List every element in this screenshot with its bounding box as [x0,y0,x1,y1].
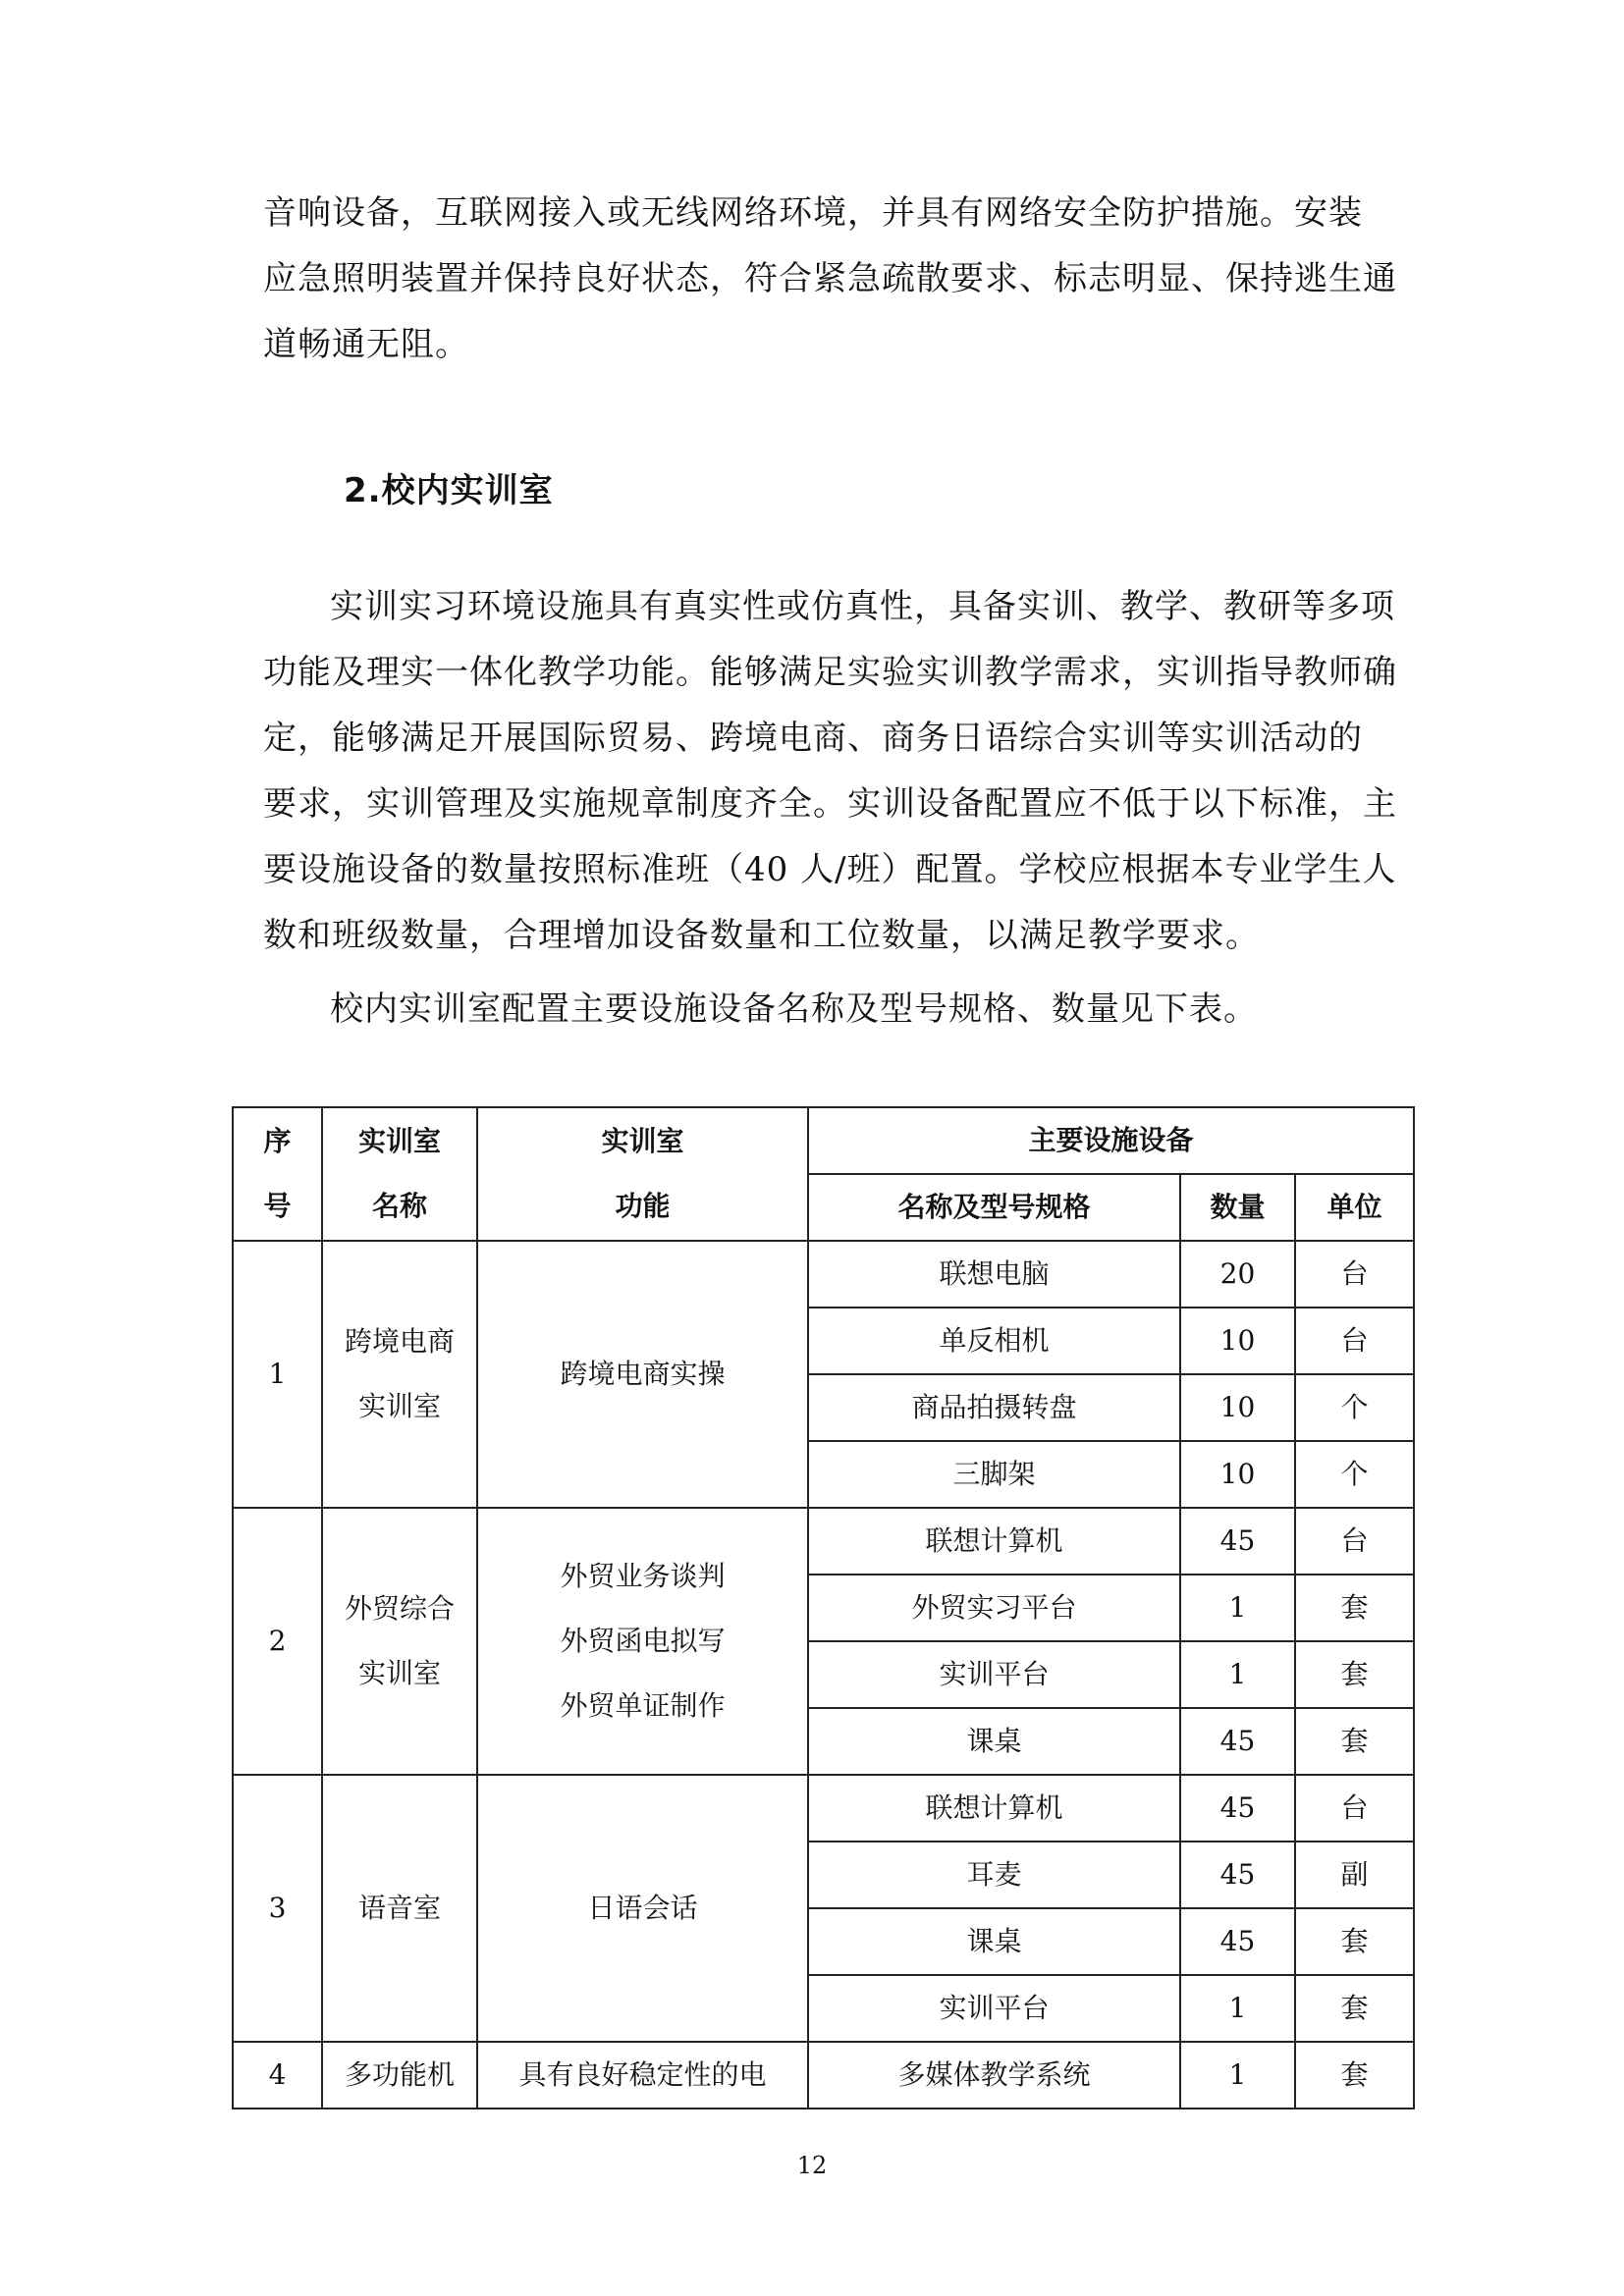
cell-quantity: 45 [1180,1508,1295,1575]
cell-room-function: 跨境电商实操 [477,1241,808,1508]
cell-unit: 台 [1295,1508,1414,1575]
cell-quantity: 1 [1180,1641,1295,1708]
equipment-table [232,1106,1415,2109]
text-line: 定，能够满足开展国际贸易、跨境电商、商务日语综合实训等实训活动的 [263,719,1363,758]
text-line: 要求，实训管理及实施规章制度齐全。实训设备配置应不低于以下标准，主 [263,784,1397,824]
text-line: 校内实训室配置主要设施设备名称及型号规格、数量见下表。 [330,989,1258,1029]
cell-unit: 台 [1295,1308,1414,1374]
text-line: 实训实习环境设施具有真实性或仿真性，具备实训、教学、教研等多项 [330,587,1395,626]
cell-equip-name: 课桌 [808,1708,1180,1775]
header-unit: 单位 [1295,1174,1414,1241]
header-room-name: 实训室 名称 [322,1107,477,1241]
cell-unit: 套 [1295,1908,1414,1975]
cell-quantity: 45 [1180,1708,1295,1775]
cell-quantity: 1 [1180,1975,1295,2042]
cell-seq: 2 [233,1508,322,1775]
text-line: 功能及理实一体化教学功能。能够满足实验实训教学需求，实训指导教师确 [263,653,1397,692]
cell-unit: 套 [1295,1641,1414,1708]
header-quantity: 数量 [1180,1174,1295,1241]
cell-room-name: 外贸综合 实训室 [322,1508,477,1775]
cell-equip-name: 实训平台 [808,1641,1180,1708]
cell-unit: 套 [1295,1975,1414,2042]
cell-quantity: 1 [1180,2042,1295,2109]
cell-equip-name: 商品拍摄转盘 [808,1374,1180,1441]
table-row [233,1241,1414,1308]
cell-equip-name: 耳麦 [808,1842,1180,1908]
cell-quantity: 20 [1180,1241,1295,1308]
cell-quantity: 10 [1180,1374,1295,1441]
cell-equip-name: 实训平台 [808,1975,1180,2042]
cell-unit: 台 [1295,1241,1414,1308]
section-heading: 2.校内实训室 [344,471,554,510]
cell-equip-name: 课桌 [808,1908,1180,1975]
cell-room-function: 外贸业务谈判 外贸函电拟写 外贸单证制作 [477,1508,808,1775]
cell-quantity: 10 [1180,1308,1295,1374]
cell-room-function: 日语会话 [477,1775,808,2042]
cell-room-name: 跨境电商 实训室 [322,1241,477,1508]
cell-unit: 个 [1295,1441,1414,1508]
cell-equip-name: 联想计算机 [808,1775,1180,1842]
cell-equip-name: 多媒体教学系统 [808,2042,1180,2109]
text-line: 要设施设备的数量按照标准班（40 人/班）配置。学校应根据本专业学生人 [263,850,1397,889]
cell-quantity: 10 [1180,1441,1295,1508]
cell-equip-name: 联想电脑 [808,1241,1180,1308]
header-equip-name: 名称及型号规格 [808,1174,1180,1241]
cell-unit: 套 [1295,1708,1414,1775]
cell-room-function: 具有良好稳定性的电 [477,2042,808,2109]
cell-unit: 副 [1295,1842,1414,1908]
header-room-function: 实训室 功能 [477,1107,808,1241]
cell-quantity: 1 [1180,1575,1295,1641]
table-intro [263,977,1363,1042]
cell-quantity: 45 [1180,1842,1295,1908]
cell-seq: 4 [233,2042,322,2109]
cell-equip-name: 外贸实习平台 [808,1575,1180,1641]
table-row [233,1508,1414,1575]
text-line: 音响设备，互联网接入或无线网络环境，并具有网络安全防护措施。安装 [263,193,1363,233]
text-line: 应急照明装置并保持良好状态，符合紧急疏散要求、标志明显、保持逃生通 [263,259,1397,298]
cell-unit: 套 [1295,1575,1414,1641]
header-seq: 序 号 [233,1107,322,1241]
text-line: 道畅通无阻。 [263,325,469,364]
cell-room-name: 语音室 [322,1775,477,2042]
cell-unit: 个 [1295,1374,1414,1441]
cell-equip-name: 单反相机 [808,1308,1180,1374]
cell-quantity: 45 [1180,1775,1295,1842]
cell-seq: 3 [233,1775,322,2042]
cell-unit: 台 [1295,1775,1414,1842]
table-row [233,1775,1414,1842]
text-line: 数和班级数量，合理增加设备数量和工位数量，以满足教学要求。 [263,916,1260,955]
cell-equip-name: 联想计算机 [808,1508,1180,1575]
body-paragraph [263,574,1397,969]
page-number: 12 [796,2152,828,2179]
cell-quantity: 45 [1180,1908,1295,1975]
cell-room-name: 多功能机 [322,2042,477,2109]
intro-paragraph [263,181,1397,378]
header-equipment: 主要设施设备 [808,1107,1414,1174]
cell-seq: 1 [233,1241,322,1508]
header-row [233,1107,1414,1174]
cell-unit: 套 [1295,2042,1414,2109]
table-row [233,2042,1414,2109]
cell-equip-name: 三脚架 [808,1441,1180,1508]
